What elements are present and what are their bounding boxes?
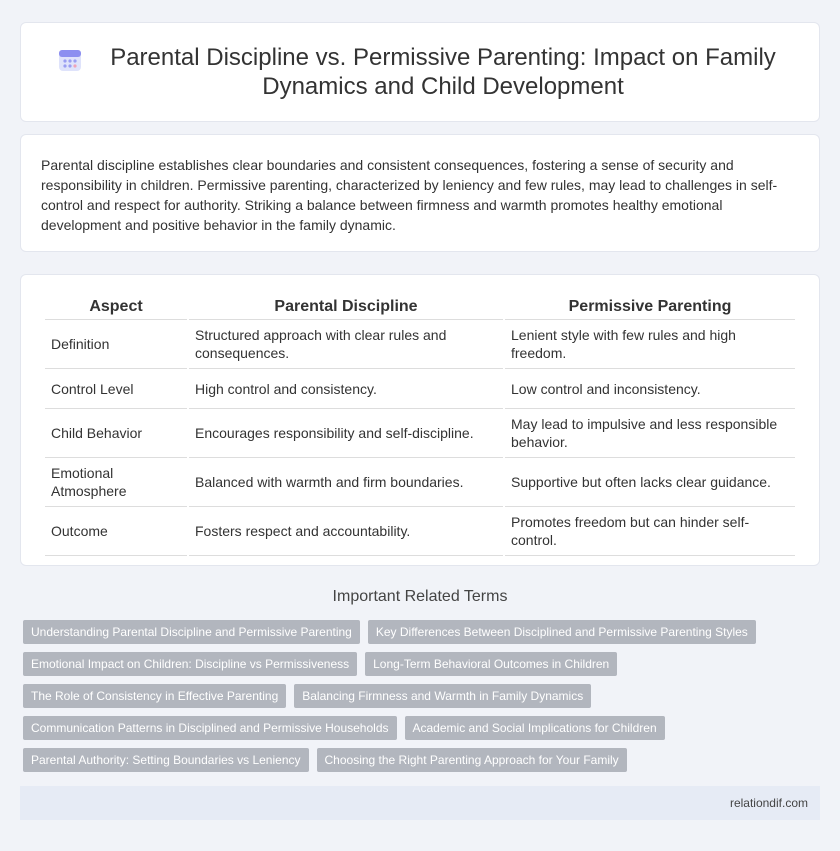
- related-term-tag[interactable]: Communication Patterns in Disciplined and Permissive Households: [23, 716, 397, 740]
- table-cell: Encourages responsibility and self-discipline.: [189, 409, 503, 458]
- table-cell: Structured approach with clear rules and consequences.: [189, 320, 503, 369]
- column-header: Permissive Parenting: [505, 295, 795, 320]
- table-row: [45, 507, 795, 556]
- table-cell: Supportive but often lacks clear guidance.: [505, 458, 795, 507]
- table-cell: Fosters respect and accountability.: [189, 507, 503, 556]
- related-term-tag[interactable]: Choosing the Right Parenting Approach for Your Family: [317, 748, 627, 772]
- table-cell: Child Behavior: [45, 409, 187, 458]
- table-cell: Outcome: [45, 507, 187, 556]
- table-cell: Lenient style with few rules and high freedom.: [505, 320, 795, 369]
- related-term-tag[interactable]: Balancing Firmness and Warmth in Family Dynamics: [294, 684, 591, 708]
- related-term-tag[interactable]: Parental Authority: Setting Boundaries vs Leniency: [23, 748, 309, 772]
- title-wrap: [57, 43, 783, 101]
- intro-text: Parental discipline establishes clear boundaries and consistent consequences, fostering a sense of security and responsibility in children. Permissive parenting, characterized by leniency and few rules, may lead to challenges in self-control and respect for authority. Striking a balance between firmness and warmth promotes healthy emotional development and positive behavior in the family dynamic.: [41, 157, 778, 233]
- related-term-tag[interactable]: Emotional Impact on Children: Discipline vs Permissiveness: [23, 652, 357, 676]
- related-terms-title: Important Related Terms: [332, 588, 508, 605]
- footer-site-link[interactable]: relationdif.com: [729, 796, 808, 810]
- related-term-tag[interactable]: Key Differences Between Disciplined and Permissive Parenting Styles: [368, 620, 756, 644]
- table-cell: Definition: [45, 320, 187, 369]
- table-cell: Balanced with warmth and firm boundaries.: [189, 458, 503, 507]
- table-header-row: [45, 295, 795, 320]
- related-term-tag[interactable]: Understanding Parental Discipline and Permissive Parenting: [23, 620, 360, 644]
- column-header: Parental Discipline: [189, 295, 503, 320]
- related-term-tag[interactable]: Long-Term Behavioral Outcomes in Children: [365, 652, 617, 676]
- related-terms-list: [23, 620, 823, 780]
- table-cell: Promotes freedom but can hinder self-control.: [505, 507, 795, 556]
- intro-card: [20, 134, 820, 252]
- table-cell: May lead to impulsive and less responsible behavior.: [505, 409, 795, 458]
- table-cell: Low control and inconsistency.: [505, 369, 795, 409]
- calendar-icon: [57, 47, 83, 73]
- page-title: Parental Discipline vs. Permissive Parenting: Impact on Family Dynamics and Child Development: [110, 44, 776, 100]
- table-cell: High control and consistency.: [189, 369, 503, 409]
- table-row: [45, 369, 795, 409]
- related-term-tag[interactable]: The Role of Consistency in Effective Parenting: [23, 684, 286, 708]
- table-cell: Emotional Atmosphere: [45, 458, 187, 507]
- footer: [20, 786, 820, 820]
- table-row: [45, 409, 795, 458]
- related-term-tag[interactable]: Academic and Social Implications for Children: [405, 716, 665, 740]
- comparison-table-card: [20, 274, 820, 566]
- comparison-table: [43, 295, 797, 556]
- table-cell: Control Level: [45, 369, 187, 409]
- table-row: [45, 458, 795, 507]
- table-row: [45, 320, 795, 369]
- column-header: Aspect: [45, 295, 187, 320]
- header-card: [20, 22, 820, 122]
